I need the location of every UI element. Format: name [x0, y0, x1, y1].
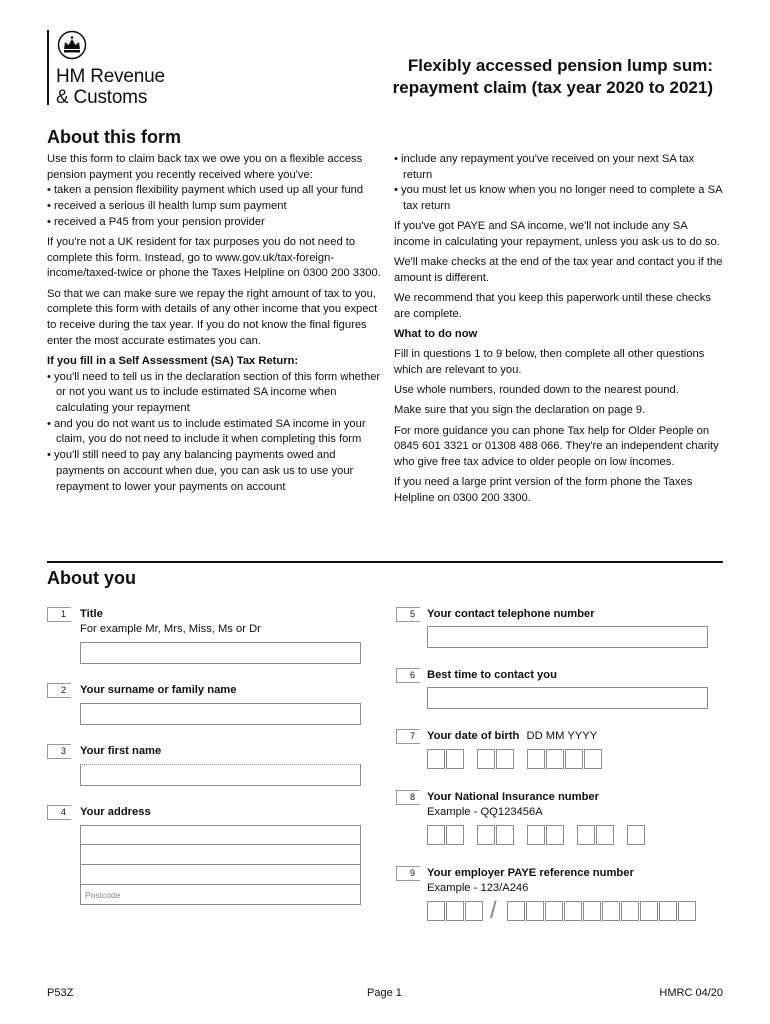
ni-char-5[interactable] — [527, 825, 545, 845]
paye-ref-char-5[interactable] — [526, 901, 544, 921]
paye-ref-char-7[interactable] — [564, 901, 582, 921]
dob-year-digit-1[interactable] — [527, 749, 545, 769]
paye-ref-char-8[interactable] — [583, 901, 601, 921]
ni-number-label: Your National Insurance number — [427, 791, 599, 803]
question-number-5: 5 — [396, 607, 420, 622]
dob-label-text: Your date of birth — [427, 730, 520, 742]
about-form-right-column — [394, 152, 724, 511]
paye-ref-char-6[interactable] — [545, 901, 563, 921]
address-block — [80, 825, 361, 905]
question-number-6: 6 — [396, 668, 420, 683]
paye-ref-char-1[interactable] — [427, 901, 445, 921]
sa-heading: If you fill in a Self Assessment (SA) Tax Return: — [47, 354, 299, 367]
sa-list — [47, 370, 382, 496]
list-item: • and you do not want us to include estimated SA income in your claim, you do not need to include it when completing this form — [47, 417, 382, 448]
list-item: • received a P45 from your pension provider — [47, 215, 382, 231]
surname-label: Your surname or family name — [80, 684, 237, 696]
paye-ref-separator: / — [490, 897, 497, 924]
claim-reasons-list — [47, 183, 382, 230]
about-you-heading: About you — [47, 568, 136, 588]
page-number: Page 1 — [367, 987, 402, 999]
title-input[interactable] — [80, 642, 361, 664]
section-divider — [47, 561, 723, 563]
ni-number-hint: Example - QQ123456A — [427, 806, 543, 818]
paye-ref-char-3[interactable] — [465, 901, 483, 921]
question-number-8: 8 — [396, 790, 420, 805]
form-title-line-1: Flexibly accessed pension lump sum: — [407, 56, 713, 75]
surname-input[interactable] — [80, 703, 361, 725]
brand-line-2: & Customs — [56, 87, 148, 108]
question-number-9: 9 — [396, 866, 420, 881]
contact-time-input[interactable] — [427, 687, 708, 709]
paye-ref-char-10[interactable] — [621, 901, 639, 921]
title-label: Title — [80, 608, 103, 620]
paye-ref-char-13[interactable] — [678, 901, 696, 921]
dob-year-digit-2[interactable] — [546, 749, 564, 769]
brand-line-1: HM Revenue — [56, 66, 165, 87]
paye-ref-char-9[interactable] — [602, 901, 620, 921]
about-form-left-column — [47, 152, 382, 500]
dob-year-digit-4[interactable] — [584, 749, 602, 769]
ni-char-1[interactable] — [427, 825, 445, 845]
ni-char-9[interactable] — [627, 825, 645, 845]
question-number-2: 2 — [47, 683, 71, 698]
logo-divider — [47, 30, 49, 105]
dob-month-digit-1[interactable] — [477, 749, 495, 769]
question-number-4: 4 — [47, 805, 71, 820]
ni-char-4[interactable] — [496, 825, 514, 845]
form-title — [333, 55, 713, 99]
about-form-heading: About this form — [47, 127, 181, 147]
contact-time-label: Best time to contact you — [427, 669, 557, 681]
telephone-label: Your contact telephone number — [427, 608, 595, 620]
large-print-paragraph: If you need a large print version of the form phone the Taxes Helpline on 0300 200 3300. — [394, 476, 693, 504]
telephone-input[interactable] — [427, 626, 708, 648]
ni-char-8[interactable] — [596, 825, 614, 845]
list-item: • taken a pension flexibility payment which used up all your fund — [47, 183, 382, 199]
royal-crest-icon — [55, 30, 89, 60]
dob-day-digit-1[interactable] — [427, 749, 445, 769]
sa-return-list — [394, 152, 724, 215]
dob-year-digit-3[interactable] — [565, 749, 583, 769]
paye-ref-char-11[interactable] — [640, 901, 658, 921]
sign-paragraph: Make sure that you sign the declaration on page 9. — [394, 404, 646, 417]
ni-char-7[interactable] — [577, 825, 595, 845]
checks-paragraph: We'll make checks at the end of the tax year and contact you if the amount is different. — [394, 256, 723, 284]
address-line-1-input[interactable] — [80, 825, 361, 845]
paperwork-paragraph: We recommend that you keep this paperwork until these checks are complete. — [394, 292, 711, 320]
intro-paragraph: Use this form to claim back tax we owe you on a flexible access pension payment you recently received where you've: — [47, 153, 363, 181]
question-number-1: 1 — [47, 607, 71, 622]
question-number-3: 3 — [47, 744, 71, 759]
paye-paragraph: If you've got PAYE and SA income, we'll not include any SA income in calculating your repayment, unless you ask us to do so. — [394, 220, 720, 249]
dob-label — [427, 729, 597, 743]
paye-ref-char-4[interactable] — [507, 901, 525, 921]
income-paragraph: So that we can make sure we repay the right amount of tax to you, complete this form with details of any other income that you expect to receive during the tax year. If you do not know the final figures enter the most accurate estimates you can. — [47, 287, 378, 347]
list-item: • you'll need to tell us in the declaration section of this form whether or not you want us to include estimated SA income when calculating your repayment — [47, 370, 382, 417]
form-title-line-2: repayment claim (tax year 2020 to 2021) — [392, 78, 713, 97]
paye-ref-hint: Example - 123/A246 — [427, 882, 529, 894]
address-line-2-input[interactable] — [80, 845, 361, 865]
form-revision: HMRC 04/20 — [659, 987, 723, 999]
list-item: • include any repayment you've received on your next SA tax return — [394, 152, 724, 183]
first-name-input[interactable] — [80, 764, 361, 786]
paye-ref-char-12[interactable] — [659, 901, 677, 921]
address-line-3-input[interactable] — [80, 865, 361, 885]
ni-char-6[interactable] — [546, 825, 564, 845]
dob-format-hint: DD MM YYYY — [526, 730, 598, 742]
address-label: Your address — [80, 806, 151, 818]
ni-char-3[interactable] — [477, 825, 495, 845]
whole-numbers-paragraph: Use whole numbers, rounded down to the nearest pound. — [394, 384, 679, 397]
question-number-7: 7 — [396, 729, 420, 744]
non-resident-paragraph: If you're not a UK resident for tax purposes you do not need to complete this form. Instead, go to www.gov.uk/tax-foreign-income/taxed-twice or phone the Taxes Helpline on 0300 200 3300. — [47, 236, 381, 280]
list-item: • received a serious ill health lump sum payment — [47, 199, 382, 215]
list-item: • you must let us know when you no longer need to complete a SA tax return — [394, 183, 724, 214]
what-to-do-heading: What to do now — [394, 328, 478, 341]
list-item: • you'll still need to pay any balancing payments owed and payments on account when due, you can ask us to use your repayment to lower your payments on account — [47, 448, 382, 495]
dob-day-digit-2[interactable] — [446, 749, 464, 769]
title-hint: For example Mr, Mrs, Miss, Ms or Dr — [80, 623, 261, 635]
dob-month-digit-2[interactable] — [496, 749, 514, 769]
paye-ref-char-2[interactable] — [446, 901, 464, 921]
postcode-input[interactable]: Postcode — [80, 885, 361, 905]
guidance-paragraph: For more guidance you can phone Tax help for Older People on 0845 601 3321 or 01308 488 066. They're an independent charity who give free tax advice to older people on low incomes. — [394, 424, 719, 468]
ni-char-2[interactable] — [446, 825, 464, 845]
fill-in-paragraph: Fill in questions 1 to 9 below, then complete all other questions which are relevant to you. — [394, 348, 705, 376]
paye-ref-label: Your employer PAYE reference number — [427, 867, 634, 879]
form-code: P53Z — [47, 987, 74, 999]
brand-name — [56, 66, 165, 108]
first-name-label: Your first name — [80, 745, 162, 757]
